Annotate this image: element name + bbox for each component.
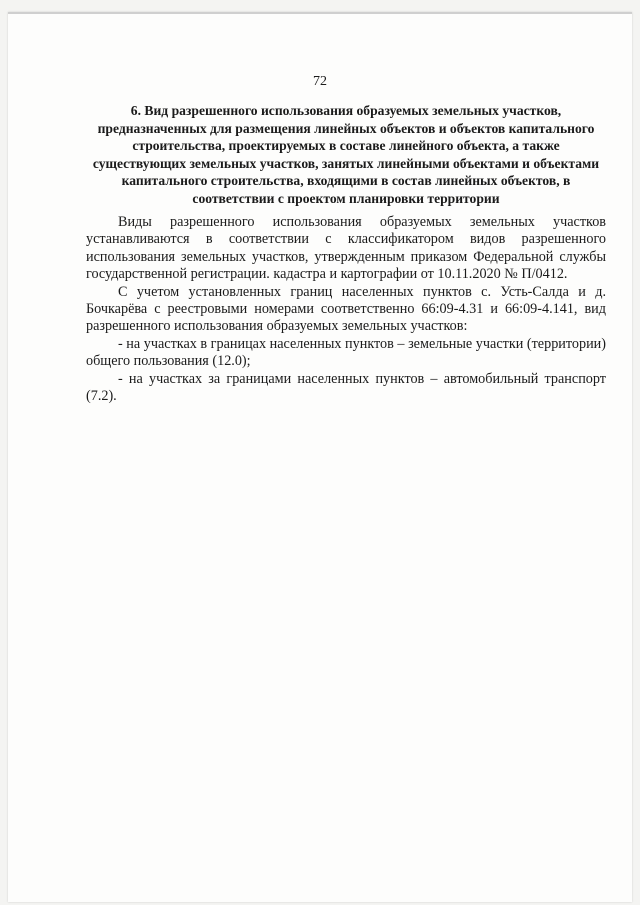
page-top-edge [8, 12, 632, 14]
paragraph-classifier: Виды разрешенного использования образуемых земельных участков устанавливаются в соответствии с классификатором видов разрешенного использования земельных участков, утвержденным приказом Федеральной службы государственной регистрации. кадастра и картографии от 10.11.2020 № П/0412. [86, 214, 606, 283]
list-item-inside-settlements: - на участках в границах населенных пунктов – земельные участки (территории) общего пользования (12.0); [86, 335, 606, 370]
section-heading: 6. Вид разрешенного использования образуемых земельных участков, предназначенных для размещения линейных объектов и объектов капитального строительства, проектируемых в составе линейного объекта, а также существующих земельных участков, занятых линейными объектами и объектами капитального строительства, входящими в состав линейных объектов, в соответствии с проектом планировки территории [92, 103, 600, 206]
page-number: 72 [313, 74, 327, 89]
document-body [86, 214, 606, 405]
document-page [8, 12, 632, 902]
list-item-outside-settlements: - на участках за границами населенных пунктов – автомобильный транспорт (7.2). [86, 370, 606, 405]
paragraph-settlements: С учетом установленных границ населенных пунктов с. Усть-Салда и д. Бочкарёва с реестровыми номерами соответственно 66:09-4.31 и 66:09-4.141, вид разрешенного использования образуемых земельных участков: [86, 283, 606, 335]
